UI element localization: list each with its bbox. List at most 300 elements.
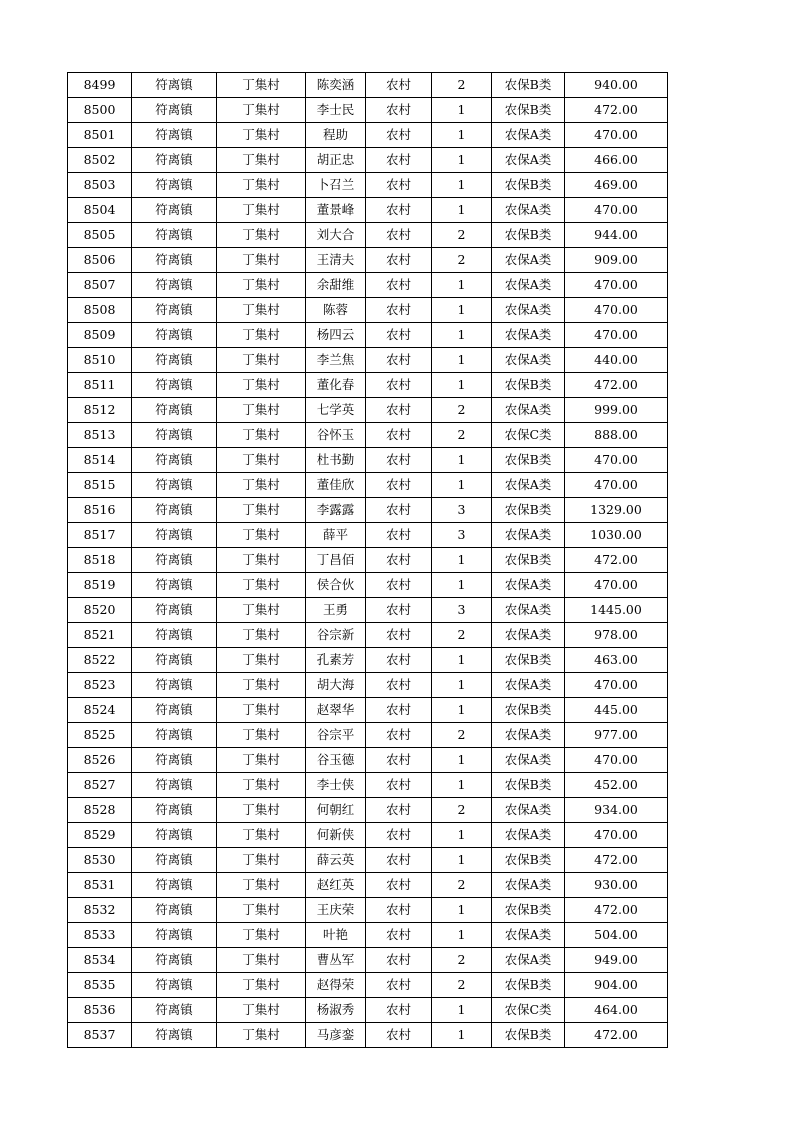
category-cell: 农保A类	[492, 298, 565, 323]
name-cell: 何新侠	[306, 823, 366, 848]
town-cell: 符离镇	[132, 423, 217, 448]
table-row	[68, 798, 668, 823]
table-row	[68, 148, 668, 173]
name-cell: 董景峰	[306, 198, 366, 223]
household-count-cell: 2	[432, 248, 492, 273]
table-row	[68, 998, 668, 1023]
category-cell: 农保B类	[492, 648, 565, 673]
household-count-cell: 1	[432, 848, 492, 873]
row-number-cell: 8523	[68, 673, 132, 698]
name-cell: 赵红英	[306, 873, 366, 898]
table-row	[68, 773, 668, 798]
town-cell: 符离镇	[132, 123, 217, 148]
amount-cell: 944.00	[565, 223, 668, 248]
town-cell: 符离镇	[132, 73, 217, 98]
name-cell: 胡正忠	[306, 148, 366, 173]
area-type-cell: 农村	[366, 923, 432, 948]
row-number-cell: 8532	[68, 898, 132, 923]
amount-cell: 1329.00	[565, 498, 668, 523]
town-cell: 符离镇	[132, 698, 217, 723]
area-type-cell: 农村	[366, 823, 432, 848]
table-row	[68, 823, 668, 848]
town-cell: 符离镇	[132, 248, 217, 273]
amount-cell: 470.00	[565, 123, 668, 148]
table-row	[68, 373, 668, 398]
town-cell: 符离镇	[132, 923, 217, 948]
household-count-cell: 1	[432, 298, 492, 323]
category-cell: 农保A类	[492, 398, 565, 423]
area-type-cell: 农村	[366, 623, 432, 648]
area-type-cell: 农村	[366, 848, 432, 873]
village-cell: 丁集村	[217, 398, 306, 423]
amount-cell: 1445.00	[565, 598, 668, 623]
name-cell: 杨四云	[306, 323, 366, 348]
row-number-cell: 8514	[68, 448, 132, 473]
village-cell: 丁集村	[217, 848, 306, 873]
household-count-cell: 3	[432, 523, 492, 548]
area-type-cell: 农村	[366, 898, 432, 923]
household-count-cell: 1	[432, 373, 492, 398]
amount-cell: 470.00	[565, 198, 668, 223]
row-number-cell: 8534	[68, 948, 132, 973]
village-cell: 丁集村	[217, 573, 306, 598]
category-cell: 农保B类	[492, 223, 565, 248]
area-type-cell: 农村	[366, 323, 432, 348]
town-cell: 符离镇	[132, 748, 217, 773]
amount-cell: 888.00	[565, 423, 668, 448]
village-cell: 丁集村	[217, 373, 306, 398]
amount-cell: 472.00	[565, 848, 668, 873]
area-type-cell: 农村	[366, 223, 432, 248]
name-cell: 谷宗平	[306, 723, 366, 748]
name-cell: 马彦銮	[306, 1023, 366, 1048]
village-cell: 丁集村	[217, 123, 306, 148]
amount-cell: 470.00	[565, 823, 668, 848]
town-cell: 符离镇	[132, 1023, 217, 1048]
row-number-cell: 8522	[68, 648, 132, 673]
town-cell: 符离镇	[132, 448, 217, 473]
town-cell: 符离镇	[132, 598, 217, 623]
category-cell: 农保A类	[492, 873, 565, 898]
name-cell: 董化春	[306, 373, 366, 398]
household-count-cell: 2	[432, 73, 492, 98]
row-number-cell: 8516	[68, 498, 132, 523]
town-cell: 符离镇	[132, 398, 217, 423]
category-cell: 农保B类	[492, 698, 565, 723]
table-row	[68, 573, 668, 598]
household-count-cell: 2	[432, 723, 492, 748]
row-number-cell: 8519	[68, 573, 132, 598]
household-count-cell: 1	[432, 773, 492, 798]
village-cell: 丁集村	[217, 673, 306, 698]
amount-cell: 466.00	[565, 148, 668, 173]
table-row	[68, 848, 668, 873]
table-row	[68, 273, 668, 298]
name-cell: 陈蓉	[306, 298, 366, 323]
name-cell: 曹丛军	[306, 948, 366, 973]
town-cell: 符离镇	[132, 673, 217, 698]
row-number-cell: 8502	[68, 148, 132, 173]
name-cell: 王清夫	[306, 248, 366, 273]
town-cell: 符离镇	[132, 523, 217, 548]
table-row	[68, 248, 668, 273]
town-cell: 符离镇	[132, 348, 217, 373]
household-count-cell: 1	[432, 648, 492, 673]
category-cell: 农保A类	[492, 823, 565, 848]
village-cell: 丁集村	[217, 698, 306, 723]
row-number-cell: 8511	[68, 373, 132, 398]
household-count-cell: 1	[432, 173, 492, 198]
category-cell: 农保B类	[492, 548, 565, 573]
village-cell: 丁集村	[217, 448, 306, 473]
village-cell: 丁集村	[217, 648, 306, 673]
name-cell: 李露露	[306, 498, 366, 523]
category-cell: 农保B类	[492, 1023, 565, 1048]
household-count-cell: 1	[432, 998, 492, 1023]
household-count-cell: 2	[432, 223, 492, 248]
town-cell: 符离镇	[132, 323, 217, 348]
amount-cell: 470.00	[565, 273, 668, 298]
area-type-cell: 农村	[366, 373, 432, 398]
name-cell: 余甜维	[306, 273, 366, 298]
town-cell: 符离镇	[132, 273, 217, 298]
area-type-cell: 农村	[366, 698, 432, 723]
amount-cell: 940.00	[565, 73, 668, 98]
household-count-cell: 2	[432, 398, 492, 423]
area-type-cell: 农村	[366, 148, 432, 173]
category-cell: 农保C类	[492, 423, 565, 448]
row-number-cell: 8537	[68, 1023, 132, 1048]
category-cell: 农保A类	[492, 573, 565, 598]
amount-cell: 472.00	[565, 898, 668, 923]
area-type-cell: 农村	[366, 448, 432, 473]
village-cell: 丁集村	[217, 73, 306, 98]
table-row	[68, 923, 668, 948]
table-row	[68, 398, 668, 423]
town-cell: 符离镇	[132, 198, 217, 223]
household-count-cell: 1	[432, 348, 492, 373]
town-cell: 符离镇	[132, 573, 217, 598]
amount-cell: 504.00	[565, 923, 668, 948]
row-number-cell: 8507	[68, 273, 132, 298]
data-table	[67, 72, 668, 1048]
row-number-cell: 8535	[68, 973, 132, 998]
town-cell: 符离镇	[132, 98, 217, 123]
amount-cell: 440.00	[565, 348, 668, 373]
household-count-cell: 3	[432, 598, 492, 623]
town-cell: 符离镇	[132, 473, 217, 498]
category-cell: 农保B类	[492, 448, 565, 473]
name-cell: 卜召兰	[306, 173, 366, 198]
town-cell: 符离镇	[132, 548, 217, 573]
row-number-cell: 8536	[68, 998, 132, 1023]
category-cell: 农保A类	[492, 923, 565, 948]
town-cell: 符离镇	[132, 848, 217, 873]
area-type-cell: 农村	[366, 398, 432, 423]
household-count-cell: 2	[432, 973, 492, 998]
household-count-cell: 3	[432, 498, 492, 523]
town-cell: 符离镇	[132, 998, 217, 1023]
table-row	[68, 123, 668, 148]
name-cell: 赵翠华	[306, 698, 366, 723]
town-cell: 符离镇	[132, 798, 217, 823]
village-cell: 丁集村	[217, 998, 306, 1023]
town-cell: 符离镇	[132, 823, 217, 848]
area-type-cell: 农村	[366, 773, 432, 798]
village-cell: 丁集村	[217, 773, 306, 798]
row-number-cell: 8510	[68, 348, 132, 373]
name-cell: 赵得荣	[306, 973, 366, 998]
household-count-cell: 1	[432, 123, 492, 148]
household-count-cell: 1	[432, 98, 492, 123]
row-number-cell: 8527	[68, 773, 132, 798]
area-type-cell: 农村	[366, 673, 432, 698]
name-cell: 程助	[306, 123, 366, 148]
row-number-cell: 8526	[68, 748, 132, 773]
row-number-cell: 8505	[68, 223, 132, 248]
name-cell: 陈奕涵	[306, 73, 366, 98]
amount-cell: 463.00	[565, 648, 668, 673]
category-cell: 农保A类	[492, 948, 565, 973]
village-cell: 丁集村	[217, 548, 306, 573]
amount-cell: 904.00	[565, 973, 668, 998]
table-row	[68, 298, 668, 323]
town-cell: 符离镇	[132, 723, 217, 748]
row-number-cell: 8500	[68, 98, 132, 123]
town-cell: 符离镇	[132, 898, 217, 923]
category-cell: 农保A类	[492, 248, 565, 273]
village-cell: 丁集村	[217, 923, 306, 948]
village-cell: 丁集村	[217, 523, 306, 548]
category-cell: 农保B类	[492, 73, 565, 98]
category-cell: 农保B类	[492, 173, 565, 198]
category-cell: 农保A类	[492, 348, 565, 373]
amount-cell: 934.00	[565, 798, 668, 823]
name-cell: 侯合伙	[306, 573, 366, 598]
name-cell: 谷宗新	[306, 623, 366, 648]
town-cell: 符离镇	[132, 873, 217, 898]
name-cell: 胡大海	[306, 673, 366, 698]
amount-cell: 472.00	[565, 548, 668, 573]
village-cell: 丁集村	[217, 748, 306, 773]
table-row	[68, 173, 668, 198]
table-row	[68, 723, 668, 748]
category-cell: 农保B类	[492, 498, 565, 523]
amount-cell: 470.00	[565, 323, 668, 348]
household-count-cell: 1	[432, 548, 492, 573]
table-row	[68, 323, 668, 348]
name-cell: 李士侠	[306, 773, 366, 798]
household-count-cell: 1	[432, 673, 492, 698]
category-cell: 农保B类	[492, 98, 565, 123]
village-cell: 丁集村	[217, 623, 306, 648]
table-row	[68, 873, 668, 898]
town-cell: 符离镇	[132, 973, 217, 998]
table-row	[68, 1023, 668, 1048]
name-cell: 王庆荣	[306, 898, 366, 923]
table-row	[68, 198, 668, 223]
amount-cell: 1030.00	[565, 523, 668, 548]
village-cell: 丁集村	[217, 898, 306, 923]
name-cell: 薛云英	[306, 848, 366, 873]
household-count-cell: 2	[432, 873, 492, 898]
area-type-cell: 农村	[366, 548, 432, 573]
town-cell: 符离镇	[132, 498, 217, 523]
village-cell: 丁集村	[217, 948, 306, 973]
area-type-cell: 农村	[366, 748, 432, 773]
category-cell: 农保A类	[492, 673, 565, 698]
amount-cell: 470.00	[565, 473, 668, 498]
amount-cell: 999.00	[565, 398, 668, 423]
row-number-cell: 8525	[68, 723, 132, 748]
town-cell: 符离镇	[132, 648, 217, 673]
village-cell: 丁集村	[217, 148, 306, 173]
row-number-cell: 8517	[68, 523, 132, 548]
area-type-cell: 农村	[366, 498, 432, 523]
name-cell: 李士民	[306, 98, 366, 123]
area-type-cell: 农村	[366, 948, 432, 973]
household-count-cell: 1	[432, 198, 492, 223]
village-cell: 丁集村	[217, 423, 306, 448]
area-type-cell: 农村	[366, 73, 432, 98]
area-type-cell: 农村	[366, 273, 432, 298]
household-count-cell: 1	[432, 273, 492, 298]
amount-cell: 464.00	[565, 998, 668, 1023]
area-type-cell: 农村	[366, 873, 432, 898]
household-count-cell: 1	[432, 923, 492, 948]
table-row	[68, 523, 668, 548]
area-type-cell: 农村	[366, 598, 432, 623]
category-cell: 农保B类	[492, 898, 565, 923]
category-cell: 农保A类	[492, 598, 565, 623]
name-cell: 刘大合	[306, 223, 366, 248]
table-row	[68, 448, 668, 473]
row-number-cell: 8531	[68, 873, 132, 898]
row-number-cell: 8520	[68, 598, 132, 623]
name-cell: 七学英	[306, 398, 366, 423]
household-count-cell: 1	[432, 748, 492, 773]
village-cell: 丁集村	[217, 348, 306, 373]
table-row	[68, 698, 668, 723]
household-count-cell: 1	[432, 573, 492, 598]
row-number-cell: 8513	[68, 423, 132, 448]
amount-cell: 469.00	[565, 173, 668, 198]
town-cell: 符离镇	[132, 373, 217, 398]
category-cell: 农保A类	[492, 798, 565, 823]
row-number-cell: 8506	[68, 248, 132, 273]
area-type-cell: 农村	[366, 348, 432, 373]
village-cell: 丁集村	[217, 323, 306, 348]
village-cell: 丁集村	[217, 1023, 306, 1048]
table-row	[68, 548, 668, 573]
category-cell: 农保A类	[492, 198, 565, 223]
category-cell: 农保A类	[492, 273, 565, 298]
table-row	[68, 673, 668, 698]
area-type-cell: 农村	[366, 423, 432, 448]
table-row	[68, 898, 668, 923]
household-count-cell: 1	[432, 898, 492, 923]
amount-cell: 472.00	[565, 373, 668, 398]
household-count-cell: 1	[432, 323, 492, 348]
name-cell: 何朝红	[306, 798, 366, 823]
household-count-cell: 1	[432, 1023, 492, 1048]
row-number-cell: 8529	[68, 823, 132, 848]
category-cell: 农保B类	[492, 373, 565, 398]
table-row	[68, 223, 668, 248]
amount-cell: 930.00	[565, 873, 668, 898]
table-row	[68, 423, 668, 448]
area-type-cell: 农村	[366, 123, 432, 148]
amount-cell: 977.00	[565, 723, 668, 748]
category-cell: 农保A类	[492, 723, 565, 748]
name-cell: 李兰焦	[306, 348, 366, 373]
name-cell: 薛平	[306, 523, 366, 548]
name-cell: 丁昌佰	[306, 548, 366, 573]
row-number-cell: 8508	[68, 298, 132, 323]
category-cell: 农保A类	[492, 323, 565, 348]
category-cell: 农保A类	[492, 623, 565, 648]
category-cell: 农保C类	[492, 998, 565, 1023]
row-number-cell: 8499	[68, 73, 132, 98]
table-row	[68, 648, 668, 673]
table-row	[68, 973, 668, 998]
category-cell: 农保B类	[492, 848, 565, 873]
area-type-cell: 农村	[366, 723, 432, 748]
household-count-cell: 2	[432, 948, 492, 973]
amount-cell: 949.00	[565, 948, 668, 973]
town-cell: 符离镇	[132, 773, 217, 798]
household-count-cell: 1	[432, 698, 492, 723]
table-row	[68, 748, 668, 773]
area-type-cell: 农村	[366, 98, 432, 123]
amount-cell: 470.00	[565, 573, 668, 598]
household-count-cell: 2	[432, 623, 492, 648]
area-type-cell: 农村	[366, 998, 432, 1023]
area-type-cell: 农村	[366, 248, 432, 273]
row-number-cell: 8509	[68, 323, 132, 348]
name-cell: 董佳欣	[306, 473, 366, 498]
name-cell: 王勇	[306, 598, 366, 623]
area-type-cell: 农村	[366, 648, 432, 673]
area-type-cell: 农村	[366, 523, 432, 548]
household-count-cell: 1	[432, 448, 492, 473]
household-count-cell: 1	[432, 473, 492, 498]
area-type-cell: 农村	[366, 198, 432, 223]
household-count-cell: 2	[432, 798, 492, 823]
village-cell: 丁集村	[217, 473, 306, 498]
village-cell: 丁集村	[217, 823, 306, 848]
row-number-cell: 8518	[68, 548, 132, 573]
table-row	[68, 948, 668, 973]
row-number-cell: 8528	[68, 798, 132, 823]
row-number-cell: 8524	[68, 698, 132, 723]
village-cell: 丁集村	[217, 198, 306, 223]
category-cell: 农保B类	[492, 973, 565, 998]
amount-cell: 472.00	[565, 1023, 668, 1048]
household-count-cell: 2	[432, 423, 492, 448]
village-cell: 丁集村	[217, 273, 306, 298]
amount-cell: 470.00	[565, 448, 668, 473]
town-cell: 符离镇	[132, 623, 217, 648]
table-row	[68, 73, 668, 98]
household-count-cell: 1	[432, 823, 492, 848]
village-cell: 丁集村	[217, 723, 306, 748]
row-number-cell: 8501	[68, 123, 132, 148]
amount-cell: 470.00	[565, 673, 668, 698]
amount-cell: 472.00	[565, 98, 668, 123]
area-type-cell: 农村	[366, 973, 432, 998]
table-row	[68, 498, 668, 523]
